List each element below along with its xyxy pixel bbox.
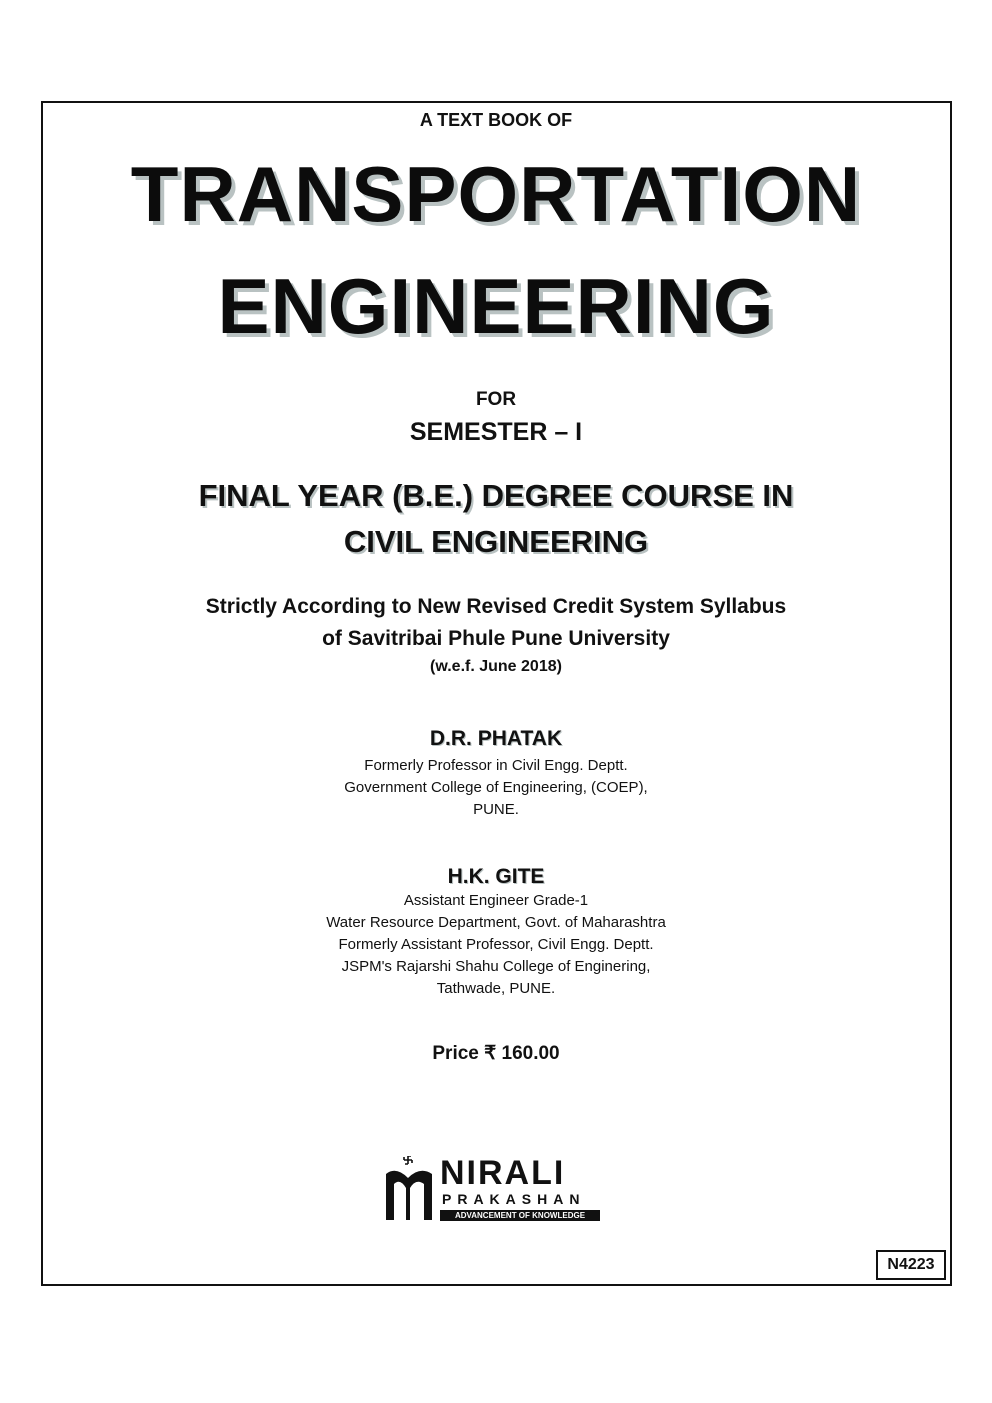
- book-code: N4223: [876, 1250, 946, 1280]
- title-line-1: TRANSPORTATION: [130, 150, 862, 238]
- author-1-line: Formerly Professor in Civil Engg. Deptt.: [364, 757, 628, 774]
- syllabus-line-2: of Savitribai Phule Pune University: [322, 627, 670, 650]
- price-text: Price ₹ 160.00: [432, 1043, 560, 1064]
- author-1-name: D.R. PHATAK: [429, 727, 563, 750]
- syllabus-line-1: Strictly According to New Revised Credit System Syllabus: [205, 595, 787, 618]
- title-line-2: ENGINEERING: [217, 262, 775, 350]
- author-1-line: PUNE.: [473, 801, 519, 818]
- author-2-name: H.K. GITE: [447, 865, 545, 888]
- wef-text: (w.e.f. June 2018): [430, 658, 562, 675]
- author-2-line: Tathwade, PUNE.: [436, 980, 556, 997]
- publisher-logo: [382, 1156, 612, 1224]
- semester-text: SEMESTER – I: [409, 418, 583, 446]
- for-text: FOR: [475, 389, 517, 410]
- course-line-2: CIVIL ENGINEERING: [343, 524, 649, 559]
- author-1-line: Government College of Engineering, (COEP),: [344, 779, 648, 796]
- course-line-1: FINAL YEAR (B.E.) DEGREE COURSE IN: [198, 478, 794, 513]
- book-emblem-icon: [382, 1156, 436, 1224]
- publisher-sub: PRAKASHAN: [442, 1191, 586, 1207]
- author-2-line: JSPM's Rajarshi Shahu College of Enginering,: [341, 958, 651, 975]
- publisher-name: NIRALI: [440, 1154, 566, 1192]
- author-2-line: Formerly Assistant Professor, Civil Engg. Deptt.: [338, 936, 654, 953]
- author-2-line: Water Resource Department, Govt. of Maharashtra: [326, 914, 666, 931]
- author-2-line: Assistant Engineer Grade-1: [403, 892, 589, 909]
- publisher-tagline: ADVANCEMENT OF KNOWLEDGE: [440, 1210, 600, 1221]
- header-text: A TEXT BOOK OF: [419, 110, 573, 130]
